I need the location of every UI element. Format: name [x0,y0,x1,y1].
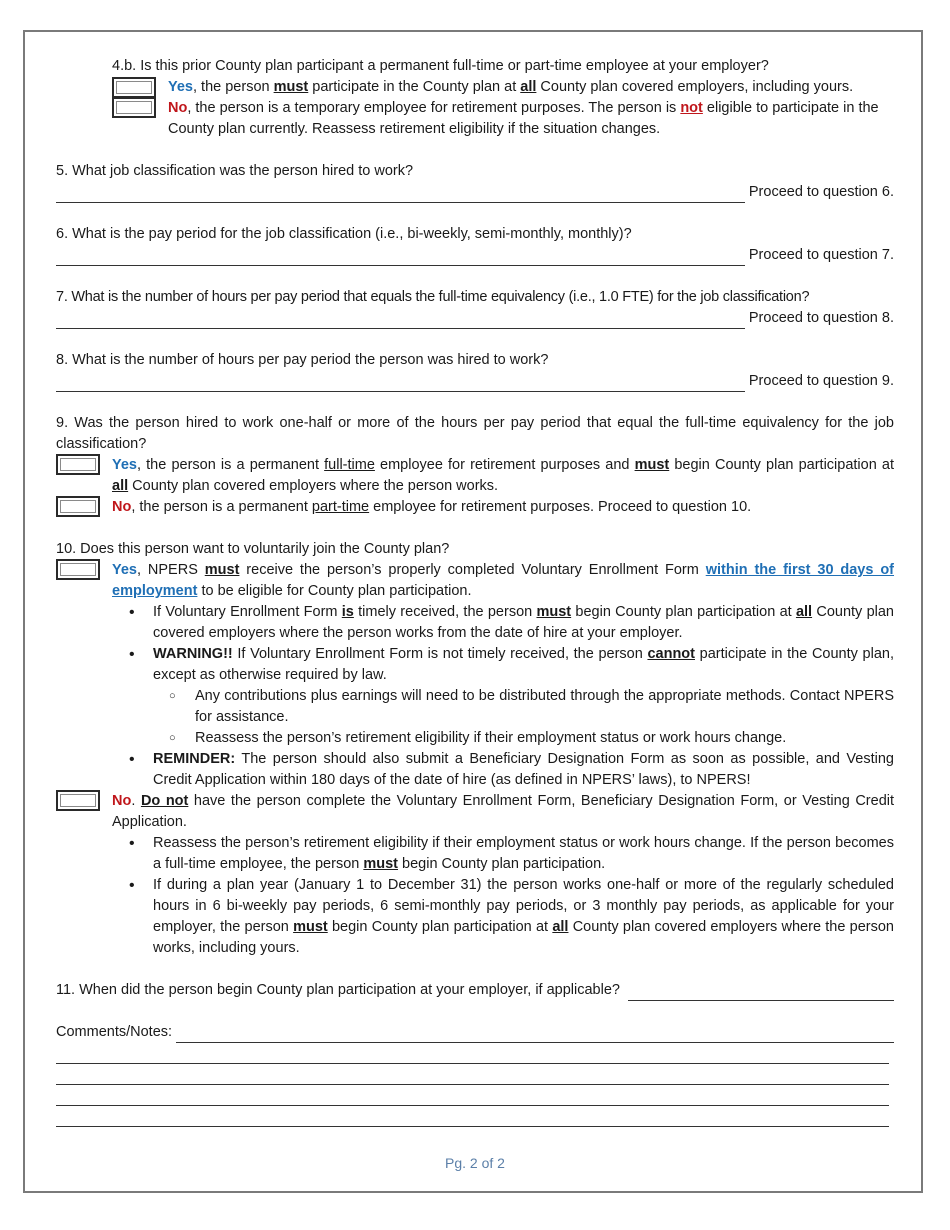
q10-yes-checkbox[interactable] [56,559,100,580]
comments-label: Comments/Notes: [56,1024,173,1040]
comments-line[interactable] [56,1085,889,1106]
list-item: ○ Any contributions plus earnings will need to be distributed through the appropriate methods. Contact NPERS for assistance. [195,686,894,728]
yes-label: Yes [168,79,193,95]
form-content [56,56,894,1127]
q4b-yes-checkbox[interactable] [112,77,156,98]
question-8 [56,350,894,392]
q9-yes-checkbox[interactable] [56,454,100,475]
q10-no-option: No. Do not have the person complete the Voluntary Enrollment Form, Beneficiary Designation Form, or Vesting Credit Application. [56,791,894,833]
question-8-answer-line[interactable] [56,375,745,392]
question-8-text: 8. What is the number of hours per pay period the person was hired to work? [56,352,549,368]
question-11-text: 11. When did the person begin County plan participation at your employer, if applicable? [56,982,620,998]
question-9-text: 9. Was the person hired to work one-half or more of the hours per pay period that equal the full-time equivalency for the job classification? [56,415,894,452]
q10-yes-option: Yes, NPERS must receive the person’s properly completed Voluntary Enrollment Form within the first 30 days of employment to be eligible for County plan participation. [56,560,894,602]
no-label: No [168,100,188,116]
q9-yes-option: Yes, the person is a permanent full-time employee for retirement purposes and must begin County plan participation at all County plan covered employers where the person works. [56,455,894,497]
q10-yes-bullets [56,602,894,791]
question-11-answer-line[interactable] [628,984,894,1001]
no-label: No [112,499,132,515]
warning-sublist [153,686,894,749]
question-9 [56,413,894,518]
no-label: No [112,793,132,809]
question-5 [56,161,894,203]
question-7-text: 7. What is the number of hours per pay period that equals the full-time equivalency (i.e., 1.0 FTE) for the job classification? [56,289,810,305]
proceed-text: Proceed to question 8. [748,310,894,326]
proceed-text: Proceed to question 9. [748,373,894,389]
q9-no-option: No, the person is a permanent part-time employee for retirement purposes. Proceed to question 10. [56,497,894,518]
question-5-text: 5. What job classification was the person hired to work? [56,163,414,179]
question-7 [56,287,894,329]
deadline-link[interactable]: within the first 30 days of employment [112,562,895,599]
comments-line[interactable] [56,1106,889,1127]
q10-no-checkbox[interactable] [56,790,100,811]
question-6-text: 6. What is the pay period for the job classification (i.e., bi-weekly, semi-monthly, monthly)? [56,226,632,242]
question-6 [56,224,894,266]
question-10 [56,539,894,959]
list-item: • REMINDER: The person should also submit a Beneficiary Designation Form as soon as possible, and Vesting Credit Application within 180 days of the date of hire (as defined in NPERS’ laws), to NPERS! [153,749,894,791]
question-4b [56,56,894,140]
question-10-text: 10. Does this person want to voluntarily join the County plan? [56,541,450,557]
yes-label: Yes [112,562,137,578]
list-item: • If during a plan year (January 1 to December 31) the person works one-half or more of the regularly scheduled hours in 6 bi-weekly pay periods, 6 semi-monthly pay periods, or 3 monthly pay periods, as applicable for your employer, the person must begin County plan participation at all County plan covered employers where the person works, including yours. [153,875,894,959]
proceed-text: Proceed to question 7. [748,247,894,263]
q10-no-bullets [56,833,894,959]
list-item: • WARNING!! If Voluntary Enrollment Form is not timely received, the person cannot participate in the County plan, except as otherwise required by law. ○ Any contributions plus earnings will need to be distributed through the appropriate methods. Contact NPERS for assistance. ○ Reassess the person’s retirement eligibility if their employment status or work hours change. [153,644,894,749]
q9-no-checkbox[interactable] [56,496,100,517]
list-item: • Reassess the person’s retirement eligibility if their employment status or work hours change. If the person becomes a full-time employee, the person must begin County plan participation. [153,833,894,875]
proceed-text: Proceed to question 6. [748,184,894,200]
question-11 [56,980,894,1001]
q4b-yes-option: Yes, the person must participate in the County plan at all County plan covered employers, including yours. [112,77,894,98]
yes-label: Yes [112,457,137,473]
list-item: ○ Reassess the person’s retirement eligibility if their employment status or work hours change. [195,728,894,749]
q4b-no-option: No, the person is a temporary employee for retirement purposes. The person is not eligible to participate in the County plan currently. Reassess retirement eligibility if the situation changes. [112,98,894,140]
question-4b-text: 4.b. Is this prior County plan participant a permanent full-time or part-time employee at your employer? [112,58,769,74]
q4b-no-checkbox[interactable] [112,97,156,118]
reminder-label: REMINDER: [153,751,236,767]
comments-line[interactable] [56,1043,889,1064]
question-7-answer-line[interactable] [56,312,745,329]
question-5-answer-line[interactable] [56,186,745,203]
page-number: Pg. 2 of 2 [445,1155,505,1171]
comments-section [56,1022,894,1127]
comments-line[interactable] [176,1026,894,1043]
question-6-answer-line[interactable] [56,249,745,266]
warning-label: WARNING!! [153,646,233,662]
comments-line[interactable] [56,1064,889,1085]
list-item: • If Voluntary Enrollment Form is timely received, the person must begin County plan participation at all County plan covered employers where the person works from the date of hire at your employer. [153,602,894,644]
